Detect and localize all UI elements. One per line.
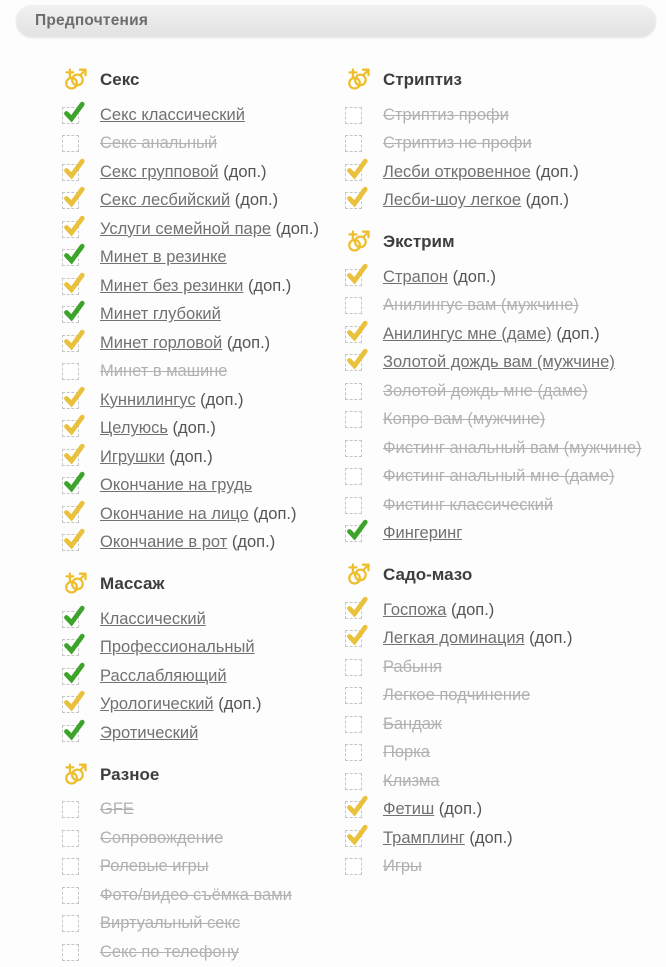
checkmark-icon	[63, 528, 85, 550]
preference-checkbox[interactable]	[62, 164, 79, 181]
checkmark-icon	[63, 215, 85, 237]
preference-item[interactable]	[345, 406, 666, 435]
checkmark-icon	[63, 243, 85, 265]
preference-link[interactable]: Минет глубокий	[100, 305, 221, 324]
preference-item[interactable]	[345, 101, 666, 130]
preference-checkbox[interactable]	[345, 659, 362, 676]
preference-item[interactable]	[345, 377, 666, 406]
preference-label	[100, 638, 255, 657]
preference-suffix: (доп.)	[448, 267, 496, 286]
preference-item[interactable]	[345, 739, 666, 768]
preference-item[interactable]	[62, 910, 345, 939]
section-sex	[62, 67, 345, 557]
preference-label	[383, 686, 530, 705]
checkmark-icon	[63, 633, 85, 655]
preference-link[interactable]: Расслабляющий	[100, 666, 227, 685]
preference-link[interactable]: Эротический	[100, 723, 199, 742]
preference-link[interactable]: Куннилингус	[100, 390, 196, 409]
preference-text-disabled: Ролевые игры	[100, 857, 209, 876]
preference-text-disabled: Игры	[383, 857, 422, 876]
preference-label	[383, 467, 615, 486]
preference-label	[383, 268, 496, 287]
checkmark-icon	[63, 605, 85, 627]
preference-item[interactable]	[345, 853, 666, 882]
preference-checkbox[interactable]	[62, 887, 79, 904]
preference-label	[100, 277, 291, 296]
preference-item[interactable]	[345, 796, 666, 825]
preference-checkbox[interactable]	[62, 668, 79, 685]
preference-item[interactable]	[62, 662, 345, 691]
preference-checkbox[interactable]	[345, 135, 362, 152]
couple-gender-icon	[62, 762, 88, 788]
preference-label	[383, 601, 494, 620]
preference-item[interactable]	[345, 130, 666, 159]
preference-text-disabled: Анилингус вам (мужчине)	[383, 296, 579, 315]
preference-link[interactable]: Профессиональный	[100, 638, 255, 657]
preferences-page	[0, 5, 666, 967]
preference-suffix: (доп.)	[530, 162, 579, 181]
preference-text-disabled: Фистинг анальный вам (мужчине)	[383, 438, 642, 457]
preference-text-disabled: Золотой дождь мне (даме)	[383, 381, 588, 400]
preference-label	[100, 391, 244, 410]
preference-link[interactable]: Легкая доминация	[383, 629, 525, 648]
couple-gender-icon	[345, 67, 371, 93]
preference-label	[100, 857, 209, 876]
checkmark-icon	[346, 320, 368, 342]
preference-item[interactable]	[345, 653, 666, 682]
preference-link[interactable]: Золотой дождь вам (мужчине)	[383, 353, 615, 372]
preference-link[interactable]: Секс классический	[100, 105, 245, 124]
preference-link[interactable]: Окончание на лицо	[100, 504, 249, 523]
preference-checkbox[interactable]	[345, 525, 362, 542]
preference-link[interactable]: Минет горловой	[100, 333, 223, 352]
checkmark-icon	[346, 186, 368, 208]
checkmark-icon	[63, 186, 85, 208]
preference-item[interactable]	[62, 301, 345, 330]
header-bar	[16, 5, 656, 37]
preference-label	[100, 448, 213, 467]
preference-checkbox[interactable]	[345, 858, 362, 875]
section-header-sex	[62, 67, 345, 93]
preference-suffix: (доп.)	[167, 419, 216, 438]
preference-checkbox[interactable]	[62, 192, 79, 209]
preference-checkbox[interactable]	[345, 326, 362, 343]
checkmark-icon	[346, 824, 368, 846]
preference-checkbox[interactable]	[345, 630, 362, 647]
preference-link[interactable]: Анилингус мне (даме)	[383, 324, 552, 343]
checkmark-icon	[63, 719, 85, 741]
preference-text-disabled: Фистинг классический	[383, 495, 554, 514]
preference-checkbox[interactable]	[345, 297, 362, 314]
preference-checkbox[interactable]	[62, 639, 79, 656]
preference-checkbox[interactable]	[62, 392, 79, 409]
checkmark-icon	[63, 101, 85, 123]
preference-checkbox[interactable]	[345, 773, 362, 790]
preference-checkbox[interactable]	[62, 278, 79, 295]
preference-label	[100, 610, 206, 629]
preference-suffix: (доп.)	[464, 828, 513, 847]
preference-item[interactable]	[62, 158, 345, 187]
preference-link[interactable]: Игрушки	[100, 447, 165, 466]
preference-item[interactable]	[62, 938, 345, 967]
preference-checkbox[interactable]	[345, 354, 362, 371]
preference-label	[383, 410, 545, 429]
preference-item[interactable]	[345, 187, 666, 216]
preference-label	[100, 248, 227, 267]
section-title: Экстрим	[383, 232, 455, 251]
preference-link[interactable]: Услуги семейной паре	[100, 219, 272, 238]
preference-item[interactable]	[62, 605, 345, 634]
preference-label	[383, 439, 642, 458]
preference-checkbox[interactable]	[345, 164, 362, 181]
preference-link[interactable]: Минет без резинки	[100, 276, 244, 295]
preference-checkbox[interactable]	[345, 269, 362, 286]
couple-gender-icon	[62, 571, 88, 597]
preference-checkbox[interactable]	[345, 107, 362, 124]
preference-label	[100, 163, 267, 182]
preference-item[interactable]	[62, 472, 345, 501]
checkmark-icon	[63, 690, 85, 712]
preference-label	[100, 476, 252, 495]
preference-item[interactable]	[345, 491, 666, 520]
preference-checkbox[interactable]	[345, 602, 362, 619]
preference-item[interactable]	[62, 215, 345, 244]
preference-item[interactable]	[62, 796, 345, 825]
preference-text-disabled: Сопровождение	[100, 828, 224, 847]
preference-checkbox[interactable]	[345, 497, 362, 514]
preference-label	[100, 305, 221, 324]
section-header-extreme	[345, 229, 666, 255]
preference-label	[383, 772, 440, 791]
preference-item[interactable]	[62, 529, 345, 558]
preference-text-disabled: Фистинг анальный мне (даме)	[383, 467, 615, 486]
preference-label	[383, 382, 588, 401]
preference-label	[100, 829, 223, 848]
section-extreme	[345, 229, 666, 548]
preference-label	[100, 334, 270, 353]
preference-checkbox[interactable]	[62, 830, 79, 847]
preference-text-disabled: Секс по телефону	[100, 942, 239, 961]
preference-checkbox[interactable]	[62, 249, 79, 266]
preference-suffix: (доп.)	[218, 162, 267, 181]
preference-checkbox[interactable]	[345, 687, 362, 704]
preference-item[interactable]	[345, 520, 666, 549]
section-misc	[62, 762, 345, 967]
section-title: Секс	[100, 70, 140, 89]
preference-item[interactable]	[62, 130, 345, 159]
preference-label	[383, 163, 579, 182]
preference-label	[383, 353, 615, 372]
preference-label	[100, 533, 275, 552]
preference-item[interactable]	[345, 682, 666, 711]
preference-text-disabled: Легкое подчинение	[383, 686, 531, 705]
preference-label	[383, 629, 572, 648]
preference-suffix: (доп.)	[213, 695, 262, 714]
preference-label	[383, 715, 442, 734]
section-header-massage	[62, 571, 345, 597]
preference-label	[100, 886, 292, 905]
preference-item[interactable]	[62, 358, 345, 387]
preference-label	[383, 191, 569, 210]
checkmark-icon	[63, 414, 85, 436]
preference-checkbox[interactable]	[345, 744, 362, 761]
preference-item[interactable]	[345, 596, 666, 625]
preference-checkbox[interactable]	[62, 420, 79, 437]
preference-text-disabled: Рабыня	[383, 657, 442, 676]
preference-item[interactable]	[345, 263, 666, 292]
section-header-sado	[345, 562, 666, 588]
preference-link[interactable]: Трамплинг	[383, 828, 465, 847]
preference-link[interactable]: Целуюсь	[100, 419, 168, 438]
section-title: Стриптиз	[383, 70, 462, 89]
preference-text-disabled: Секс анальный	[100, 134, 218, 153]
preference-label	[100, 362, 227, 381]
preference-label	[383, 134, 532, 153]
preference-suffix: (доп.)	[222, 333, 271, 352]
couple-gender-icon	[345, 229, 371, 255]
preference-text-disabled: GFE	[100, 800, 134, 819]
preference-label	[383, 296, 579, 315]
section-title: Разное	[100, 764, 160, 784]
preference-suffix: (доп.)	[521, 191, 569, 210]
preference-label	[100, 667, 227, 686]
preference-checkbox[interactable]	[345, 468, 362, 485]
checkmark-icon	[63, 443, 85, 465]
preference-checkbox[interactable]	[62, 534, 79, 551]
preference-checkbox[interactable]	[345, 830, 362, 847]
preference-item[interactable]	[345, 767, 666, 796]
preferences-content	[0, 37, 666, 967]
preference-checkbox[interactable]	[62, 696, 79, 713]
checkmark-icon	[346, 519, 368, 541]
preference-item[interactable]	[62, 415, 345, 444]
preference-link[interactable]: Лесби откровенное	[383, 162, 531, 181]
preference-link[interactable]: Фетиш	[383, 800, 435, 819]
checkmark-icon	[63, 471, 85, 493]
preference-item[interactable]	[62, 329, 345, 358]
preference-link[interactable]: Лесби-шоу легкое	[383, 191, 522, 210]
preference-item[interactable]	[62, 101, 345, 130]
preference-suffix: (доп.)	[243, 276, 292, 295]
preference-item[interactable]	[62, 443, 345, 472]
preference-checkbox[interactable]	[62, 107, 79, 124]
preference-link[interactable]: Секс групповой	[100, 162, 219, 181]
preference-text-disabled: Минет в машине	[100, 362, 228, 381]
preference-checkbox[interactable]	[62, 363, 79, 380]
checkmark-icon	[63, 272, 85, 294]
preference-item[interactable]	[345, 158, 666, 187]
preference-checkbox[interactable]	[345, 440, 362, 457]
preference-text-disabled: Фото/видео съёмка вами	[100, 885, 292, 904]
preference-label	[100, 419, 216, 438]
preference-item[interactable]	[62, 244, 345, 273]
section-header-striptease	[345, 67, 666, 93]
section-massage	[62, 571, 345, 748]
preference-label	[383, 325, 600, 344]
preference-label	[383, 658, 442, 677]
preference-text-disabled: Порка	[383, 743, 430, 762]
preference-label	[383, 524, 462, 543]
preference-item[interactable]	[62, 691, 345, 720]
preference-item[interactable]	[62, 853, 345, 882]
preference-item[interactable]	[62, 272, 345, 301]
preference-suffix: (доп.)	[271, 219, 319, 238]
preference-label	[100, 695, 262, 714]
preference-text-disabled: Виртуальный секс	[100, 914, 241, 933]
page-title: Предпочтения	[35, 12, 149, 29]
preference-checkbox[interactable]	[62, 221, 79, 238]
preference-suffix: (доп.)	[227, 533, 276, 552]
preference-suffix: (доп.)	[524, 629, 573, 648]
preference-checkbox[interactable]	[62, 506, 79, 523]
preference-checkbox[interactable]	[62, 477, 79, 494]
preference-link[interactable]: Фингеринг	[383, 524, 463, 543]
checkmark-icon	[63, 662, 85, 684]
checkmark-icon	[346, 596, 368, 618]
preference-suffix: (доп.)	[164, 447, 213, 466]
preference-suffix: (доп.)	[248, 504, 297, 523]
preference-item[interactable]	[345, 710, 666, 739]
preference-item[interactable]	[62, 824, 345, 853]
preference-text-disabled: Копро вам (мужчине)	[383, 410, 546, 429]
preference-label	[100, 505, 296, 524]
preference-link[interactable]: Окончание на грудь	[100, 476, 253, 495]
preference-label	[100, 134, 217, 153]
preference-checkbox[interactable]	[62, 801, 79, 818]
column-right	[345, 67, 666, 967]
preference-label	[100, 106, 245, 125]
checkmark-icon	[63, 300, 85, 322]
preference-item[interactable]	[62, 386, 345, 415]
checkmark-icon	[63, 500, 85, 522]
preference-link[interactable]: Госпожа	[383, 600, 447, 619]
couple-gender-icon	[62, 67, 88, 93]
section-header-misc	[62, 762, 345, 788]
preference-checkbox[interactable]	[62, 306, 79, 323]
preference-item[interactable]	[345, 463, 666, 492]
checkmark-icon	[346, 624, 368, 646]
preference-item[interactable]	[345, 320, 666, 349]
preference-suffix: (доп.)	[195, 390, 244, 409]
section-sado	[345, 562, 666, 881]
preference-label	[100, 914, 240, 933]
preference-item[interactable]	[62, 500, 345, 529]
column-left	[62, 67, 345, 967]
preference-label	[100, 191, 278, 210]
preference-checkbox[interactable]	[345, 716, 362, 733]
preference-label	[100, 943, 239, 962]
preference-suffix: (доп.)	[446, 600, 495, 619]
preference-text-disabled: Клизма	[383, 771, 440, 790]
preference-link[interactable]: Страпон	[383, 267, 449, 286]
preference-checkbox[interactable]	[62, 915, 79, 932]
preference-suffix: (доп.)	[230, 191, 279, 210]
section-striptease	[345, 67, 666, 215]
preference-checkbox[interactable]	[62, 335, 79, 352]
couple-gender-icon	[345, 562, 371, 588]
preference-item[interactable]	[62, 187, 345, 216]
preference-checkbox[interactable]	[345, 801, 362, 818]
preference-checkbox[interactable]	[62, 611, 79, 628]
preference-link[interactable]: Классический	[100, 609, 206, 628]
preference-checkbox[interactable]	[62, 135, 79, 152]
preference-link[interactable]: Секс лесбийский	[100, 191, 231, 210]
preference-item[interactable]	[62, 719, 345, 748]
section-title: Садо-мазо	[383, 565, 473, 584]
preference-link[interactable]: Минет в резинке	[100, 248, 227, 267]
preference-checkbox[interactable]	[345, 411, 362, 428]
checkmark-icon	[346, 348, 368, 370]
checkmark-icon	[346, 795, 368, 817]
preference-item[interactable]	[345, 292, 666, 321]
preference-text-disabled: Стриптиз профи	[383, 105, 509, 124]
preference-label	[383, 743, 430, 762]
preference-item[interactable]	[345, 625, 666, 654]
preference-label	[100, 220, 319, 239]
preference-item[interactable]	[62, 634, 345, 663]
preference-label	[100, 800, 134, 819]
preference-item[interactable]	[345, 434, 666, 463]
preference-label	[383, 800, 482, 819]
checkmark-icon	[346, 263, 368, 285]
preference-link[interactable]: Окончание в рот	[100, 533, 228, 552]
preference-checkbox[interactable]	[62, 449, 79, 466]
checkmark-icon	[63, 158, 85, 180]
preference-text-disabled: Стриптиз не профи	[383, 134, 532, 153]
preference-label	[100, 724, 198, 743]
preference-checkbox[interactable]	[345, 383, 362, 400]
section-title: Массаж	[100, 574, 165, 593]
preference-checkbox[interactable]	[62, 858, 79, 875]
preference-label	[383, 496, 553, 515]
checkmark-icon	[63, 386, 85, 408]
preference-item[interactable]	[345, 349, 666, 378]
checkmark-icon	[63, 329, 85, 351]
preference-checkbox[interactable]	[62, 944, 79, 961]
preference-text-disabled: Бандаж	[383, 714, 442, 733]
preference-checkbox[interactable]	[345, 192, 362, 209]
preference-checkbox[interactable]	[62, 725, 79, 742]
checkmark-icon	[346, 158, 368, 180]
preference-item[interactable]	[62, 881, 345, 910]
preference-label	[383, 829, 513, 848]
preference-label	[383, 857, 422, 876]
preference-item[interactable]	[345, 824, 666, 853]
preference-label	[383, 106, 509, 125]
preference-suffix: (доп.)	[434, 800, 483, 819]
preference-link[interactable]: Урологический	[100, 695, 214, 714]
preference-suffix: (доп.)	[551, 324, 600, 343]
